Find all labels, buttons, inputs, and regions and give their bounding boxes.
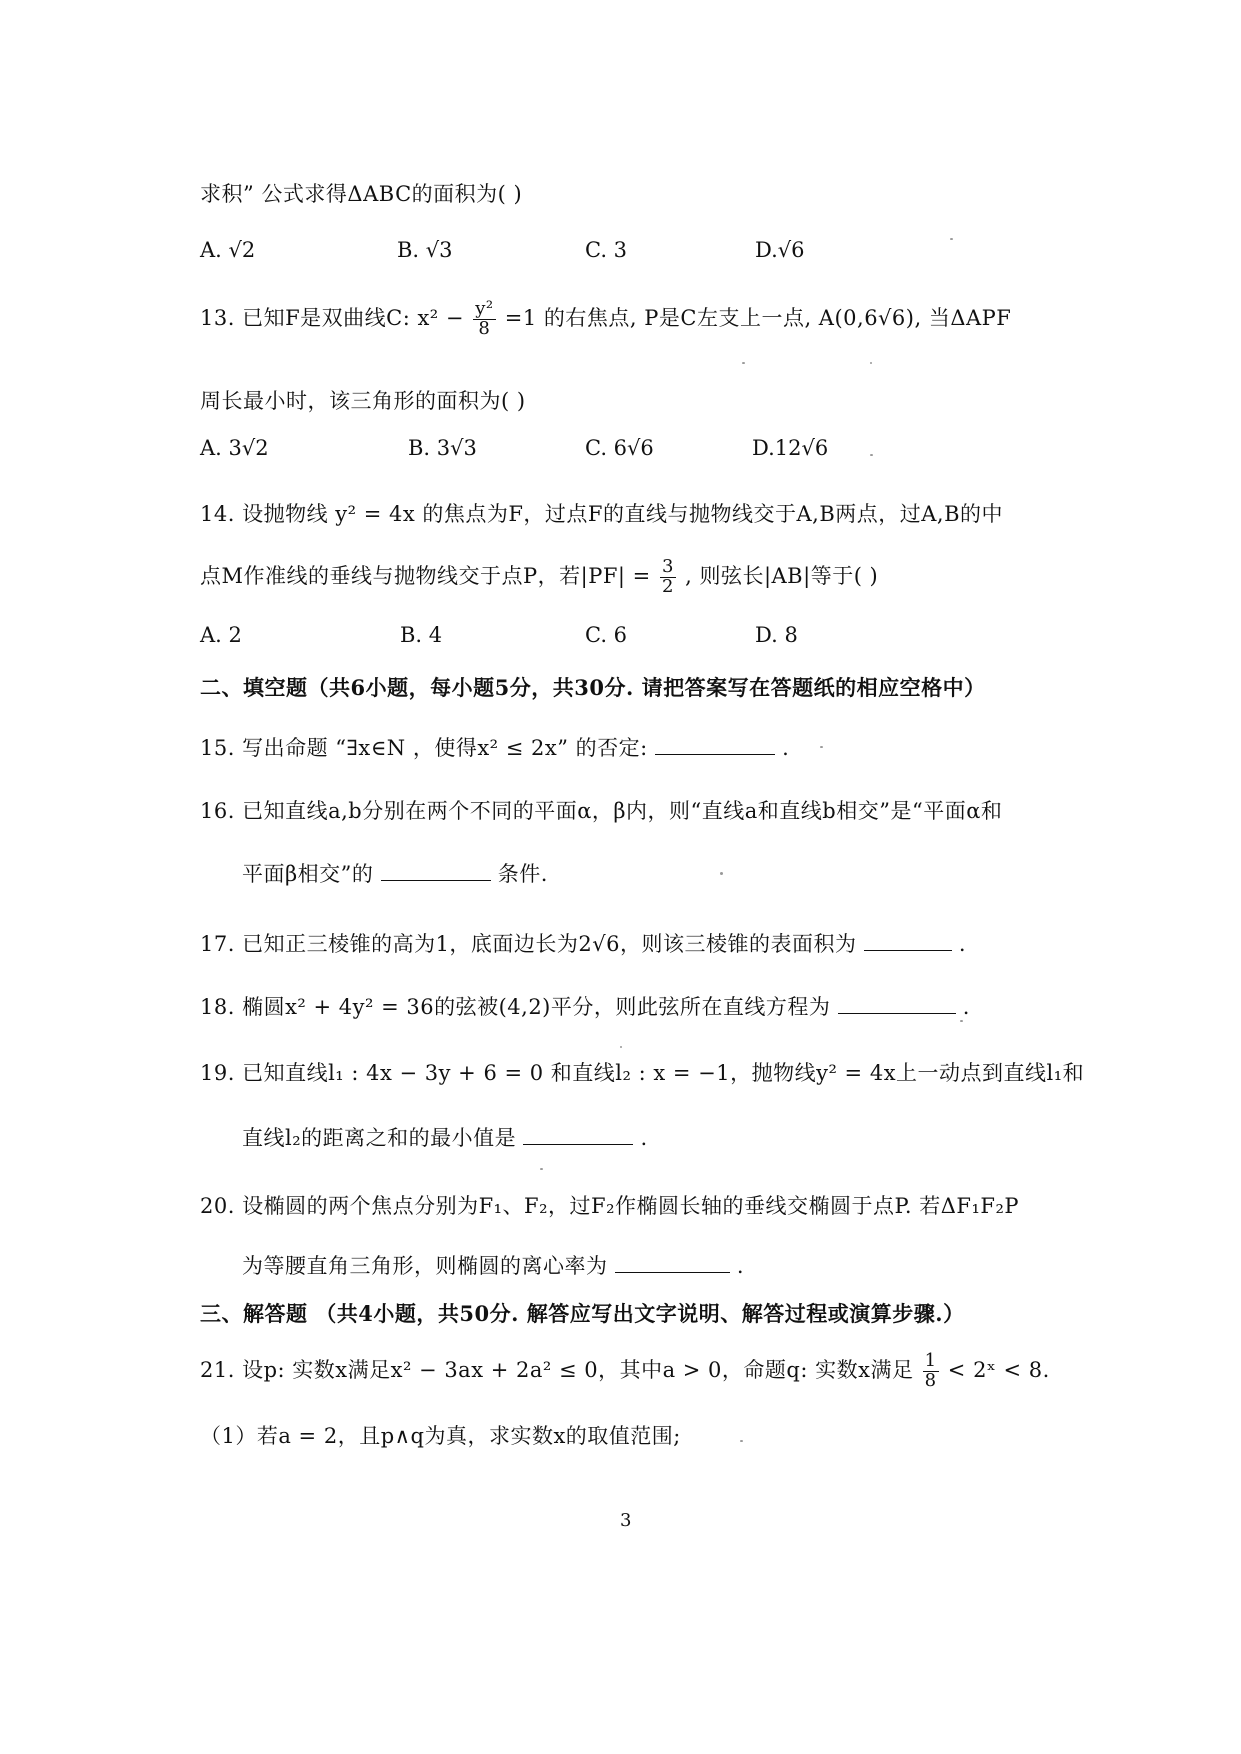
scan-speck xyxy=(540,1168,543,1170)
q13-text-pre: 13. 已知F是双曲线C: x² − xyxy=(200,305,464,330)
q13-line1 xyxy=(200,300,1011,339)
q16-text-end: 条件. xyxy=(497,862,548,886)
section2-heading: 二、填空题（共6小题，每小题5分，共30分. 请把答案写在答题纸的相应空格中） xyxy=(200,675,986,700)
q14-text-post: , 则弦长|AB|等于( ) xyxy=(685,563,879,588)
q19-answer-blank xyxy=(523,1143,633,1145)
q18-answer-blank xyxy=(838,1012,956,1014)
q20-answer-blank xyxy=(615,1271,730,1273)
q20-text: 为等腰直角三角形，则椭圆的离心率为 xyxy=(242,1254,608,1278)
scan-speck xyxy=(740,1440,743,1442)
q13-options xyxy=(200,436,1100,466)
q15 xyxy=(200,732,789,762)
q13-fraction-numerator: y² xyxy=(475,298,494,319)
q14-options xyxy=(200,623,1100,653)
q13-fraction xyxy=(473,300,495,339)
q14-line2 xyxy=(200,558,878,597)
q13-line2: 周长最小时，该三角形的面积为( ) xyxy=(200,389,526,413)
q14-option-d: D. 8 xyxy=(755,623,798,647)
q13-option-c: C. 6√6 xyxy=(585,436,654,460)
scan-speck xyxy=(870,454,873,456)
q16-line1: 16. 已知直线a,b分别在两个不同的平面α，β内，则“直线a和直线b相交”是“平面α和 xyxy=(200,799,1003,823)
q20-line1: 20. 设椭圆的两个焦点分别为F₁、F₂，过F₂作椭圆长轴的垂线交椭圆于点P. 若ΔF₁F₂P xyxy=(200,1194,1020,1218)
scan-speck xyxy=(960,1020,963,1022)
q13-fraction-denominator: 8 xyxy=(478,317,491,339)
q12-option-a: A. √2 xyxy=(200,238,256,262)
q15-text: 15. 写出命题 “∃x∈N ，使得x² ≤ 2x” 的否定: xyxy=(200,736,648,760)
q13-option-d: D.12√6 xyxy=(752,436,829,460)
q20-text-end: . xyxy=(736,1254,745,1278)
scan-speck xyxy=(720,872,723,875)
q18-text: 18. 椭圆x² + 4y² = 36的弦被(4,2)平分，则此弦所在直线方程为 xyxy=(200,995,831,1019)
q12-option-b: B. √3 xyxy=(397,238,453,262)
q12-option-c: C. 3 xyxy=(585,238,628,262)
scan-speck xyxy=(950,238,953,240)
q15-answer-blank xyxy=(655,753,775,755)
q21-text-post: < 2ˣ < 8. xyxy=(947,1357,1050,1382)
q12-options xyxy=(200,238,1100,268)
q14-option-c: C. 6 xyxy=(585,623,628,647)
q21-text-pre: 21. 设p: 实数x满足x² − 3ax + 2a² ≤ 0，其中a > 0，命题q: 实数x满足 xyxy=(200,1357,914,1382)
q14-line1: 14. 设抛物线 y² = 4x 的焦点为F，过点F的直线与抛物线交于A,B两点，过A,B的中 xyxy=(200,502,1004,526)
q13-option-a: A. 3√2 xyxy=(200,436,269,460)
q13-option-b: B. 3√3 xyxy=(408,436,477,460)
q15-text-end: . xyxy=(782,736,790,760)
q16-text: 平面β相交”的 xyxy=(242,862,374,886)
q21-part1: （1）若a = 2，且p∧q为真，求实数x的取值范围; xyxy=(200,1424,681,1448)
q18-text-end: . xyxy=(962,995,970,1019)
q21-line1 xyxy=(200,1352,1050,1391)
q16-answer-blank xyxy=(381,879,491,881)
scan-speck xyxy=(870,362,872,364)
q14-text-pre: 点M作准线的垂线与抛物线交于点P，若|PF| = xyxy=(200,563,651,588)
q16-line2 xyxy=(242,858,548,888)
scan-speck xyxy=(820,746,823,748)
q14-option-b: B. 4 xyxy=(400,623,443,647)
q14-fraction-denominator: 2 xyxy=(661,575,674,597)
q20-line2 xyxy=(242,1250,744,1280)
scan-speck xyxy=(742,362,745,364)
q17 xyxy=(200,928,966,958)
q17-text-end: . xyxy=(958,932,967,956)
q21-fraction-denominator: 8 xyxy=(924,1369,937,1391)
q17-text: 17. 已知正三棱锥的高为1，底面边长为2√6，则该三棱锥的表面积为 xyxy=(200,932,857,956)
q21-fraction-numerator: 1 xyxy=(924,1350,937,1371)
page-number: 3 xyxy=(620,1510,632,1531)
q19-line1: 19. 已知直线l₁ : 4x − 3y + 6 = 0 和直线l₂ : x = −1，抛物线y² = 4x上一动点到直线l₁和 xyxy=(200,1061,1085,1085)
q19-text: 直线l₂的距离之和的最小值是 xyxy=(242,1126,517,1150)
q21-fraction xyxy=(923,1352,939,1391)
q19-line2 xyxy=(242,1122,648,1152)
q12-option-d: D.√6 xyxy=(755,238,805,262)
q14-option-a: A. 2 xyxy=(200,623,242,647)
q17-answer-blank xyxy=(864,949,952,951)
scan-speck xyxy=(620,1046,622,1048)
q14-fraction xyxy=(660,558,676,597)
q18 xyxy=(200,991,970,1021)
q12-continuation: 求积” 公式求得ΔABC的面积为( ) xyxy=(200,182,523,206)
section3-heading: 三、解答题 （共4小题，共50分. 解答应写出文字说明、解答过程或演算步骤.） xyxy=(200,1301,965,1326)
q13-text-post: =1 的右焦点, P是C左支上一点, A(0,6√6), 当ΔAPF xyxy=(504,305,1012,330)
q19-text-end: . xyxy=(640,1126,648,1150)
q14-fraction-numerator: 3 xyxy=(661,556,674,577)
